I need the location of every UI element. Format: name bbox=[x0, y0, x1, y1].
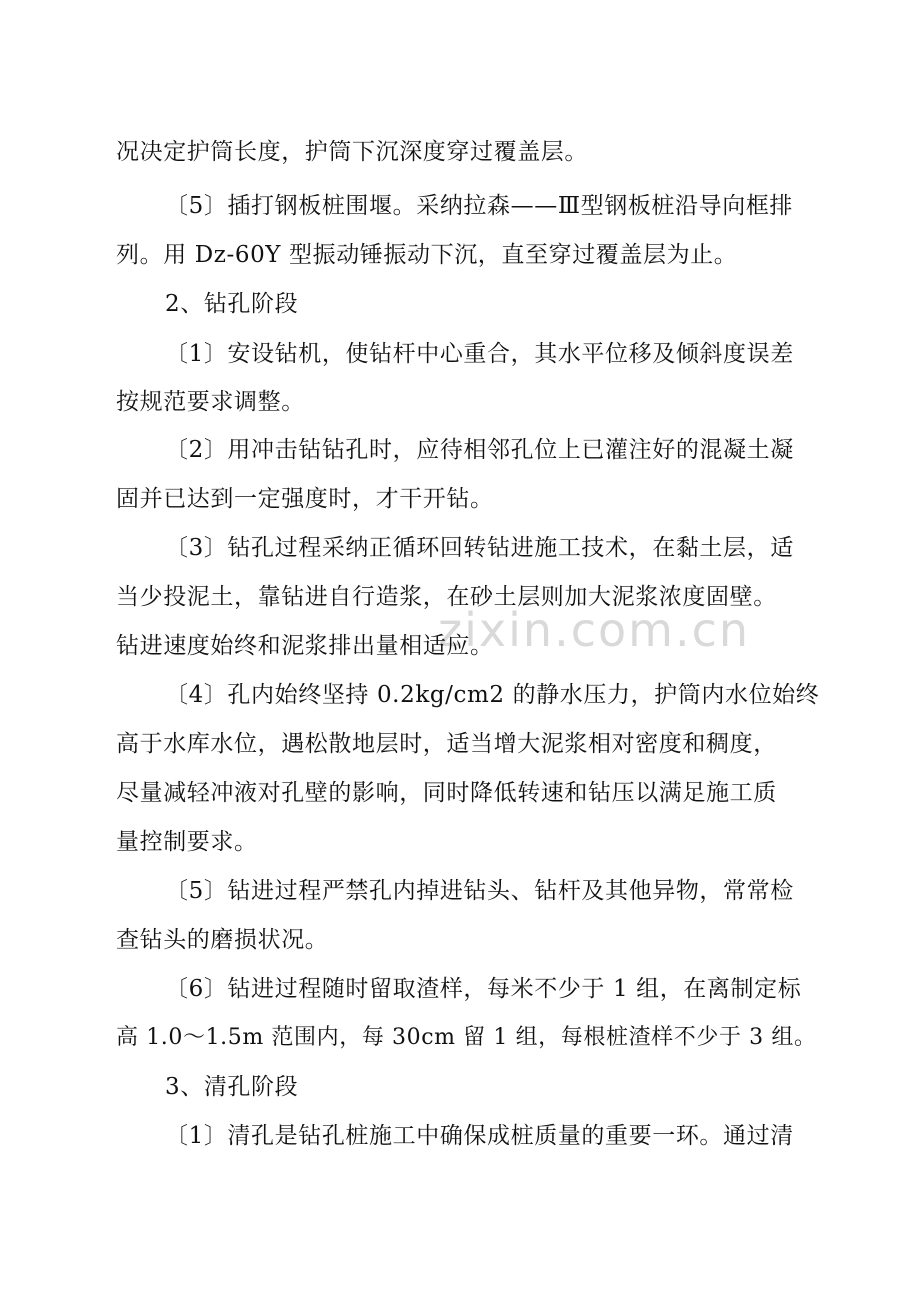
text-line: 钻进速度始终和泥浆排出量相适应。 bbox=[116, 633, 494, 659]
text-line: 高 1.0～1.5m 范围内，每 30cm 留 1 组，每根桩渣样不少于 3 组。 bbox=[116, 1025, 817, 1050]
section-heading: 2、钻孔阶段 bbox=[165, 291, 299, 317]
section-heading: 3、清孔阶段 bbox=[165, 1074, 299, 1100]
text-line: 〔1〕清孔是钻孔桩施工中确保成桩质量的重要一环。通过清 bbox=[165, 1123, 794, 1149]
text-line: 尽量减轻冲液对孔壁的影响，同时降低转速和钻压以满足施工质 bbox=[116, 780, 777, 806]
text-line: 当少投泥土，靠钻进自行造浆，在砂土层则加大泥浆浓度固壁。 bbox=[116, 584, 777, 610]
text-line: 〔2〕用冲击钻钻孔时，应待相邻孔位上已灌注好的混凝土凝 bbox=[165, 437, 794, 463]
text-line: 〔5〕钻进过程严禁孔内掉进钻头、钻杆及其他异物，常常检 bbox=[165, 878, 794, 904]
watermark: zixin.com.cn bbox=[438, 603, 751, 657]
text-line: 查钻头的磨损状况。 bbox=[116, 927, 329, 953]
text-line: 〔3〕钻孔过程采纳正循环回转钻进施工技术，在黏土层，适 bbox=[165, 535, 794, 561]
text-line: 〔4〕孔内始终坚持 0.2kg/cm2 的静水压力，护筒内水位始终 bbox=[165, 682, 820, 708]
text-line: 按规范要求调整。 bbox=[116, 389, 305, 415]
text-line: 高于水库水位，遇松散地层时，适当增大泥浆相对密度和稠度， bbox=[116, 731, 777, 757]
text-line: 况决定护筒长度，护筒下沉深度穿过覆盖层。 bbox=[116, 139, 588, 165]
text-line: 〔5〕插打钢板桩围堰。采纳拉森——Ⅲ型钢板桩沿导向框排 bbox=[165, 193, 794, 219]
text-line: 〔1〕安设钻机，使钻杆中心重合，其水平位移及倾斜度误差 bbox=[165, 341, 794, 367]
text-line: 固并已达到一定强度时，才干开钻。 bbox=[116, 486, 494, 512]
text-line: 〔6〕钻进过程随时留取渣样，每米不少于 1 组，在离制定标 bbox=[165, 976, 802, 1002]
text-line: 列。用 Dz-60Y 型振动锤振动下沉，直至穿过覆盖层为止。 bbox=[116, 242, 738, 268]
text-line: 量控制要求。 bbox=[116, 829, 258, 855]
